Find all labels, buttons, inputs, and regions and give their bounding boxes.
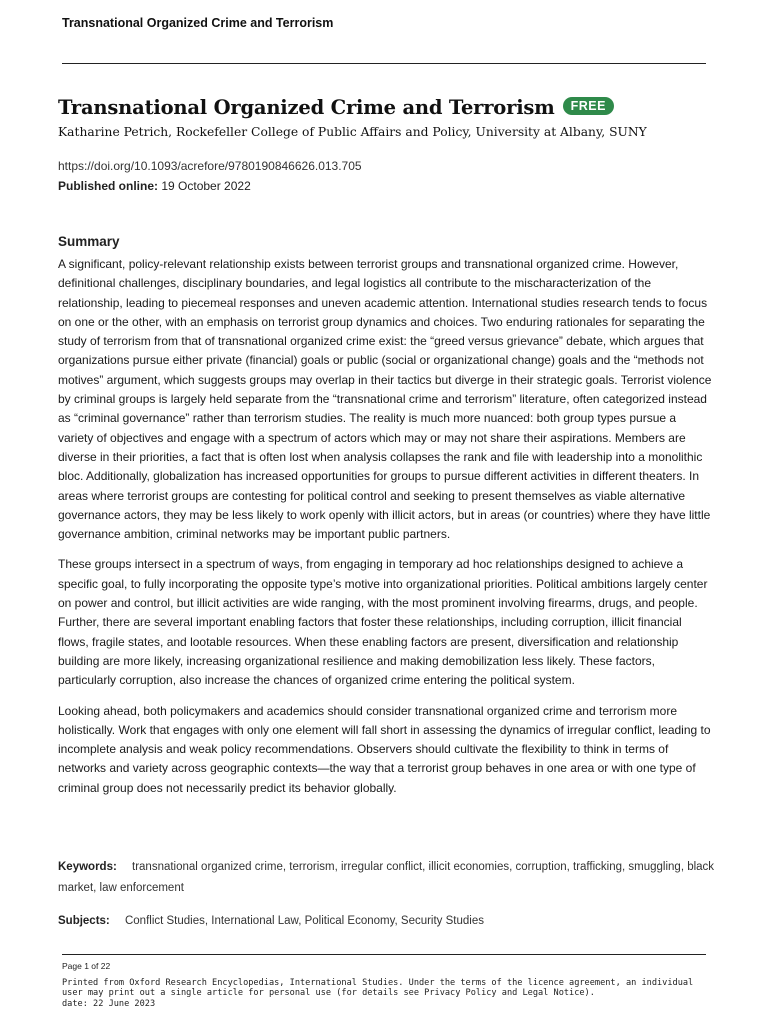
summary-heading: Summary (58, 234, 120, 249)
keywords-list: transnational organized crime, terrorism, irregular conflict, illicit economies, corruption, trafficking, smuggling, black market, law enforcement (58, 861, 715, 894)
print-date: date: 22 June 2023 (62, 998, 156, 1009)
doi-link[interactable]: https://doi.org/10.1093/acrefore/9780190846626.013.705 (58, 159, 362, 173)
free-badge: FREE (563, 97, 614, 115)
page-footer (62, 961, 712, 1009)
keywords-label: Keywords: (58, 861, 117, 873)
article-authors: Katharine Petrich, Rockefeller College of Public Affairs and Policy, University at Albany, SUNY (58, 125, 647, 139)
published-line (58, 179, 251, 193)
summary-paragraph: Looking ahead, both policymakers and academics should consider transnational organized crime and terrorism more holistically. Work that engages with only one element will fall short in assessing the dynamics of irregular conflict, leading to incomplete analysis and weak policy recommendations. Observers should cultivate the flexibility to think in terms of networks and variety across geographic contexts—the way that a terrorist group behaves in one area or with one type of criminal group does not necessarily predict its behavior globally. (58, 703, 711, 795)
header-divider (62, 63, 706, 64)
keywords-section (58, 857, 718, 899)
subjects-list: Conflict Studies, International Law, Political Economy, Security Studies (124, 915, 484, 927)
published-date: 19 October 2022 (161, 179, 251, 193)
summary-paragraph: These groups intersect in a spectrum of ways, from engaging in temporary ad hoc relationships designed to achieve a specific goal, to fully incorporating the opposite type’s motive into organizational priorities. Political ambitions largely center on power and control, but illicit activities are wide ranging, with the most prominent involving firearms, drugs, and people. Further, there are several important enabling factors that foster these relationships, including corruption, illicit financial flows, fragile states, and lootable resources. When these enabling factors are present, diversification and relationship building are more likely, increasing organizational resilience and making demobilization less likely. These factors, particularly corruption, also increase the chances of organized crime entering the political system. (58, 557, 708, 688)
title-row (58, 96, 614, 119)
subjects-section (58, 915, 718, 927)
print-notice: Printed from Oxford Research Encyclopedias, International Studies. Under the terms of the licence agreement, an individual user may print out a single article for personal use (for details see Privacy Policy and Legal Notice). (62, 977, 694, 999)
running-head: Transnational Organized Crime and Terrorism (62, 16, 334, 30)
summary-body (58, 255, 714, 809)
published-label: Published online: (58, 179, 159, 193)
subjects-label: Subjects: (58, 915, 110, 927)
summary-paragraph: A significant, policy-relevant relationship exists between terrorist groups and transnational organized crime. However, definitional challenges, disciplinary boundaries, and legal logistics all contribute to the mischaracterization of the relationship, leading to piecemeal responses and uneven academic attention. International studies research tends to focus on one or the other, with an emphasis on terrorist group dynamics and choices. Two enduring rationales for separating the study of terrorism from that of transnational organized crime exist: the “greed versus grievance” debate, which argues that organizations pursue either private (financial) goals or public (social or organizational change) goals and the “methods not motives” argument, which suggests groups may overlap in their tactics but diverge in their strategic goals. Terrorist violence by criminal groups is largely held separate from the “transnational crime and terrorism” literature, often categorized instead as “criminal governance” rather than terrorism studies. The reality is much more nuanced: both group types pursue a variety of objectives and engage with a spectrum of actors which may or may not share their aspirations. Members are diverse in their priorities, a fact that is often lost when analysis collapses the rank and file with leadership into a monolithic bloc. Additionally, globalization has increased opportunities for groups to pursue different activities in different theaters. In areas where terrorist groups are contesting for political control and seeking to present themselves as viable alternative governance actors, they may be less likely to work openly with illicit actors, but in areas (or countries) where they have little governance ambition, criminal networks may be important public partners. (58, 257, 712, 542)
page-number: Page 1 of 22 (62, 961, 111, 971)
article-title: Transnational Organized Crime and Terrorism (58, 96, 555, 119)
footer-divider (62, 954, 706, 955)
